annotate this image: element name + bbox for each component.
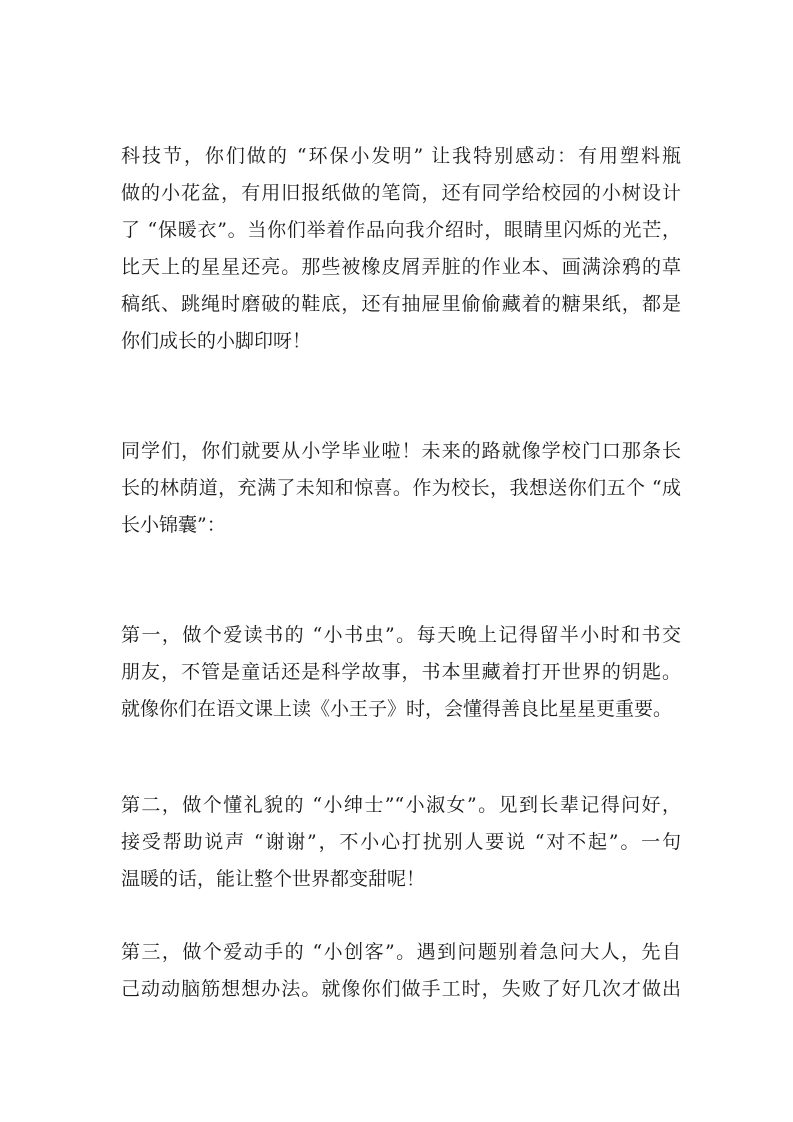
paragraph-3 — [121, 617, 681, 728]
paragraph-line: 第二，做个懂礼貌的 “小绅士”“小淑女”。见到长辈记得问好， — [121, 794, 681, 816]
paragraph-line: 科技节，你们做的 “环保小发明” 让我特别感动：有用塑料瓶 — [121, 145, 681, 167]
paragraph-line: 长的林荫道，充满了未知和惊喜。作为校长，我想送你们五个 “成 — [121, 477, 681, 499]
paragraph-line: 同学们，你们就要从小学毕业啦！未来的路就像学校门口那条长 — [121, 440, 681, 462]
paragraph-line: 稿纸、跳绳时磨破的鞋底，还有抽屉里偷偷藏着的糖果纸，都是 — [121, 293, 681, 315]
paragraph-1 — [121, 138, 681, 360]
paragraph-line: 你们成长的小脚印呀！ — [121, 330, 312, 352]
paragraph-line: 了 “保暖衣”。当你们举着作品向我介绍时，眼睛里闪烁的光芒， — [121, 219, 681, 241]
paragraph-line: 第一，做个爱读书的 “小书虫”。每天晚上记得留半小时和书交 — [121, 624, 681, 646]
paragraph-line: 做的小花盆，有用旧报纸做的笔筒，还有同学给校园的小树设计 — [121, 182, 681, 204]
paragraph-line: 朋友，不管是童话还是科学故事，书本里藏着打开世界的钥匙。 — [121, 661, 681, 683]
paragraph-line: 就像你们在语文课上读《小王子》时，会懂得善良比星星更重要。 — [121, 698, 673, 720]
paragraph-4 — [121, 787, 681, 898]
paragraph-line: 己动动脑筋想想办法。就像你们做手工时，失败了好几次才做出 — [121, 978, 681, 1000]
paragraph-line: 接受帮助说声 “谢谢”，不小心打扰别人要说 “对不起”。一句 — [121, 831, 681, 853]
paragraph-line: 第三，做个爱动手的 “小创客”。遇到问题别着急问大人，先自 — [121, 941, 681, 963]
paragraph-line: 温暖的话，能让整个世界都变甜呢！ — [121, 868, 426, 890]
paragraph-line: 长小锦囊”： — [121, 514, 226, 536]
paragraph-2 — [121, 433, 681, 544]
paragraph-line: 比天上的星星还亮。那些被橡皮屑弄脏的作业本、画满涂鸦的草 — [121, 256, 681, 278]
paragraph-5 — [121, 934, 681, 1008]
